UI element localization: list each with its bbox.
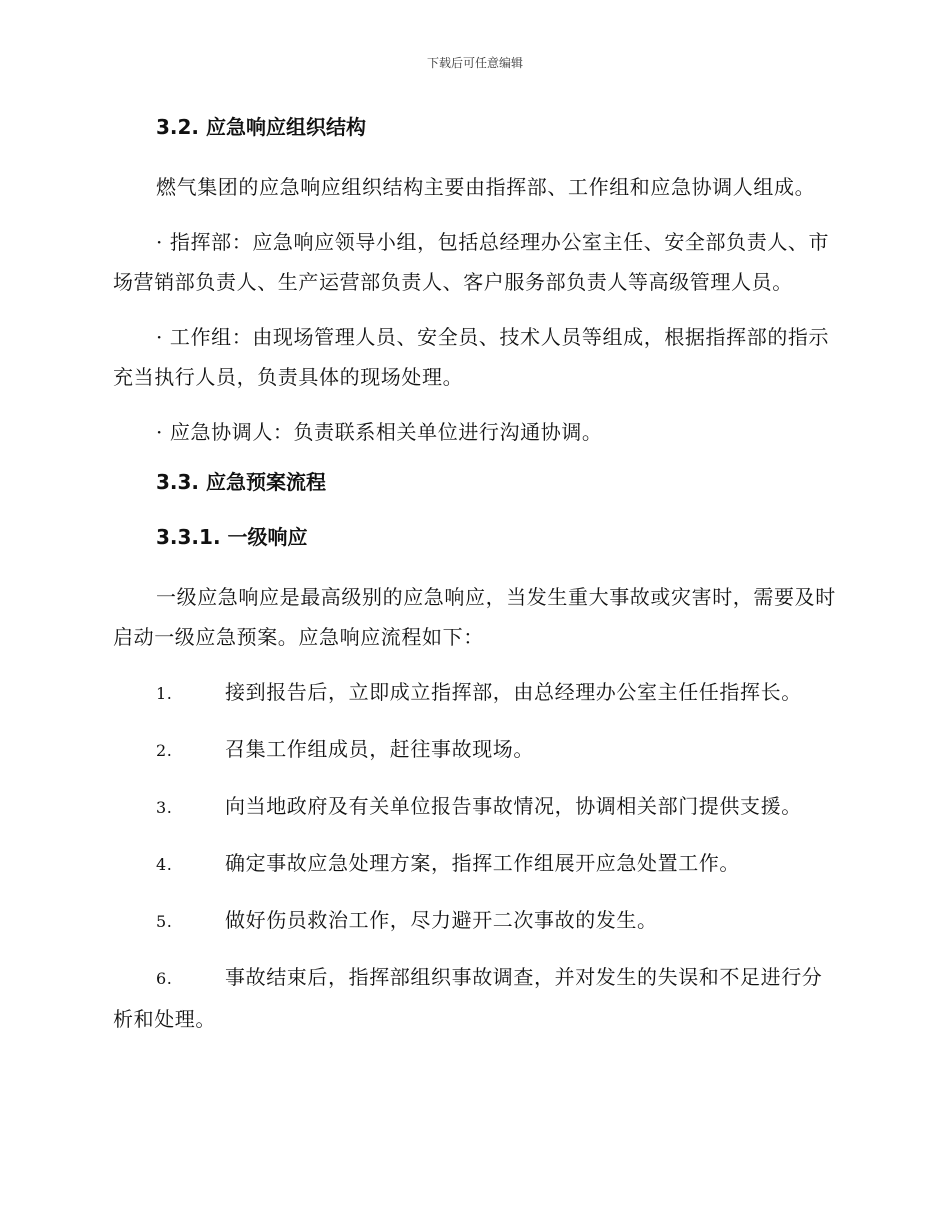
section-heading-3-3: 3.3. 应急预案流程 [156, 470, 326, 494]
list-item-text: 召集工作组成员，赶往事故现场。 [225, 737, 534, 761]
list-item-number: 5. [156, 912, 173, 931]
list-item-text: 事故结束后，指挥部组织事故调查，并对发生的失误和不足进行分析和处理。 [113, 965, 823, 1031]
list-item-number: 4. [156, 855, 173, 874]
list-item-number: 2. [156, 741, 173, 760]
bullet-work-group: · 工作组：由现场管理人员、安全员、技术人员等组成，根据指挥部的指示充当执行人员，负责具体的现场处理。 [113, 325, 830, 389]
list-item-text: 做好伤员救治工作，尽力避开二次事故的发生。 [225, 908, 658, 932]
section-heading-3-3-1: 3.3.1. 一级响应 [156, 525, 308, 549]
list-item-text: 向当地政府及有关单位报告事故情况，协调相关部门提供支援。 [225, 794, 802, 818]
page-header-note: 下载后可任意编辑 [426, 56, 523, 70]
list-item [113, 672, 838, 714]
bullet-command-center: · 指挥部：应急响应领导小组，包括总经理办公室主任、安全部负责人、市场营销部负责人、生产运营部负责人、客户服务部负责人等高级管理人员。 [113, 230, 830, 294]
bullet-coordinator: · 应急协调人：负责联系相关单位进行沟通协调。 [156, 420, 603, 444]
list-item [113, 843, 838, 885]
list-item [113, 900, 838, 942]
section-3-3-1-intro: 一级应急响应是最高级别的应急响应，当发生重大事故或灾害时，需要及时启动一级应急预案。应急响应流程如下： [113, 585, 836, 649]
list-item-number: 6. [156, 969, 173, 988]
list-item [113, 729, 838, 771]
list-item-number: 1. [156, 684, 173, 703]
document-body [113, 112, 838, 1054]
list-item-number: 3. [156, 798, 173, 817]
section-heading-3-2: 3.2. 应急响应组织结构 [156, 115, 366, 139]
list-item-text: 确定事故应急处理方案，指挥工作组展开应急处置工作。 [225, 851, 740, 875]
section-3-2-intro: 燃气集团的应急响应组织结构主要由指挥部、工作组和应急协调人组成。 [156, 175, 816, 199]
list-item-text: 接到报告后，立即成立指挥部，由总经理办公室主任任指挥长。 [225, 680, 802, 704]
list-item [113, 957, 838, 1039]
list-item [113, 786, 838, 828]
